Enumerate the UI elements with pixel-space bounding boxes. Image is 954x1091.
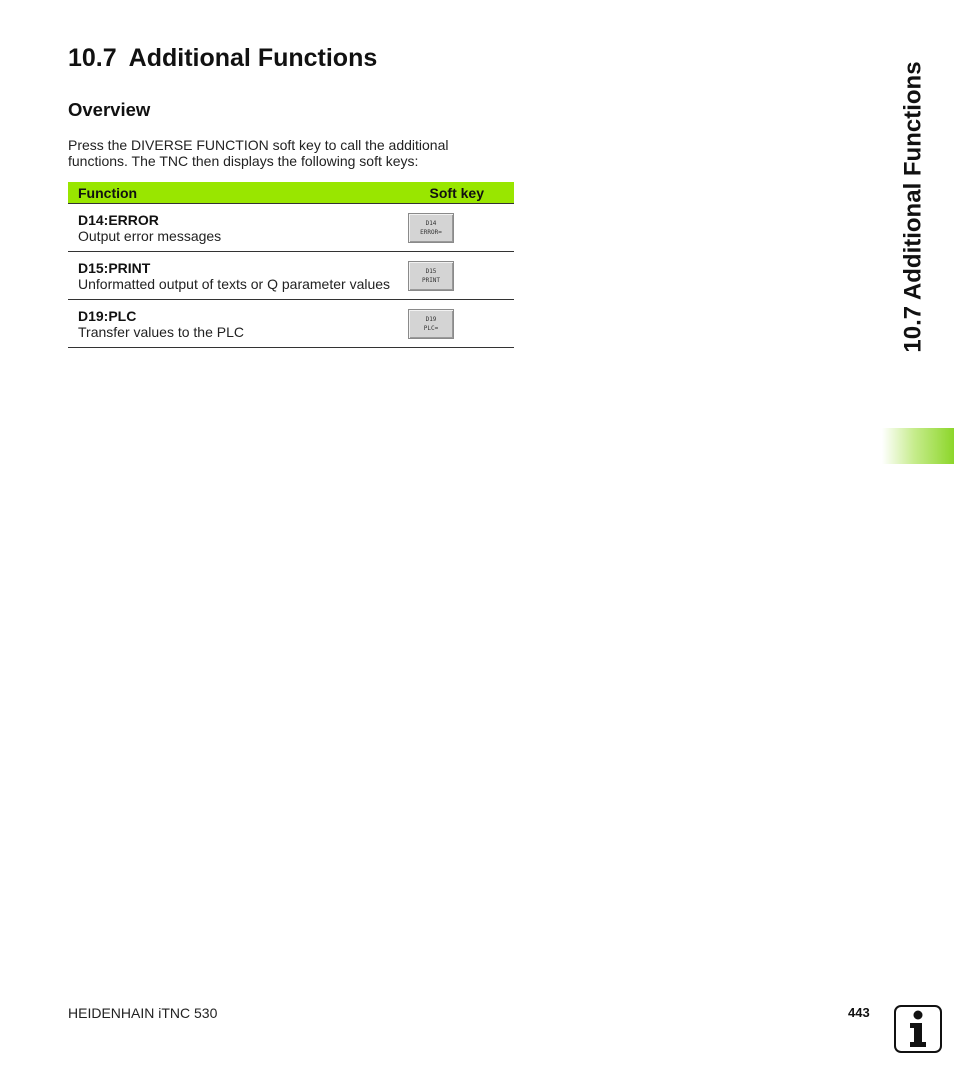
table-row [68, 300, 514, 348]
table-header-row [68, 182, 514, 204]
softkey-cell [394, 300, 514, 348]
page-number: 443 [848, 1005, 870, 1020]
info-glyph [903, 1009, 933, 1049]
softkey-line1: D19 [425, 315, 437, 323]
table-row [68, 252, 514, 300]
chapter-number: 10.7 [68, 44, 117, 72]
info-icon [894, 1005, 942, 1053]
vertical-chapter-title [896, 52, 932, 362]
table-row [68, 204, 514, 252]
intro-paragraph: Press the DIVERSE FUNCTION soft key to call the additional functions. The TNC then displays the following soft keys: [68, 137, 449, 169]
function-description: Unformatted output of texts or Q parameter values [78, 275, 391, 292]
softkey-line2: PRINT [421, 276, 441, 284]
softkey-line2: ERROR= [420, 228, 442, 236]
column-header-softkey: Soft key [394, 182, 514, 204]
function-table [68, 182, 514, 348]
function-description: Output error messages [78, 227, 222, 244]
softkey-d14-error[interactable] [408, 213, 454, 243]
softkey-line1: D15 [425, 267, 437, 275]
function-name: D14:ERROR [78, 211, 159, 228]
function-description: Transfer values to the PLC [78, 323, 245, 340]
function-name: D15:PRINT [78, 259, 151, 276]
softkey-line1: D14 [425, 219, 437, 227]
footer-product: HEIDENHAIN iTNC 530 [68, 1005, 218, 1021]
softkey-d15-print[interactable] [408, 261, 454, 291]
vertical-chapter-title-text: 10.7 Additional Functions [900, 61, 928, 353]
softkey-cell [394, 204, 514, 252]
softkey-line2: PLC= [423, 324, 439, 332]
softkey-cell [394, 252, 514, 300]
function-cell [68, 252, 394, 300]
chapter-title-text: Additional Functions [128, 44, 378, 72]
function-cell [68, 300, 394, 348]
function-name: D19:PLC [78, 307, 137, 324]
chapter-tab-marker [882, 428, 954, 464]
section-title: Overview [68, 99, 151, 120]
function-cell [68, 204, 394, 252]
chapter-title [68, 44, 377, 73]
column-header-function: Function [68, 182, 394, 204]
softkey-d19-plc[interactable] [408, 309, 454, 339]
